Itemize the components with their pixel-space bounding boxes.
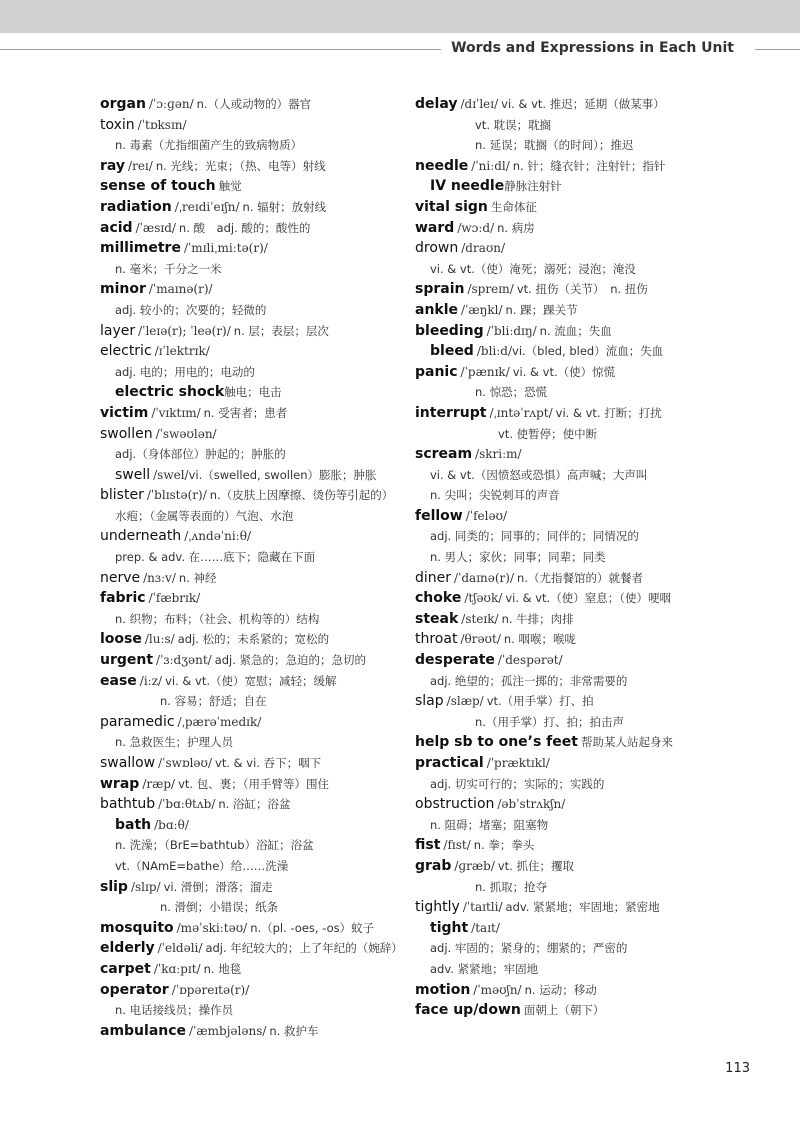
phonetic: /ˈswəʊlən/ (155, 426, 217, 441)
phonetic: /ˈswɒləʊ/ (158, 756, 213, 770)
definition: adj.（身体部位）肿起的；肿胀的 (115, 447, 286, 462)
headword: fist (415, 837, 441, 854)
entry-line (415, 197, 755, 218)
headword: slip (100, 878, 128, 895)
header-rule-right (755, 49, 800, 50)
definition: vt. 使暂停；使中断 (498, 426, 598, 441)
definition-line (415, 774, 755, 795)
definition: n. 尖叫；尖锐刺耳的声音 (430, 488, 560, 503)
definition: adj. 电的；用电的；电动的 (115, 364, 255, 379)
definition: vi.（bled, bled）流血；失血 (512, 344, 664, 359)
phonetic: /steɪk/ (461, 611, 499, 626)
definition: vi. & vt.（使）惊慌 (512, 364, 616, 379)
definition: vt.（用手掌）打、拍 (486, 694, 594, 709)
headword: needle (415, 157, 469, 174)
phonetic: /məˈskiːtəʊ/ (176, 920, 248, 935)
definition: n. 层；表层；层次 (233, 323, 329, 338)
phonetic: /ˈvɪktɪm/ (151, 405, 201, 420)
entry-line (100, 753, 440, 774)
headword: vital sign (415, 198, 488, 215)
definition: adj. 切实可行的；实际的；实践的 (430, 776, 605, 791)
definition: adj. 松的；未系紧的；宽松的 (177, 632, 330, 647)
headword: steak (415, 610, 459, 627)
entry-line (100, 197, 440, 218)
phonetic: /ˈfæbrɪk/ (148, 591, 201, 606)
definition: vi. 滑倒；滑落；溜走 (163, 879, 273, 894)
phonetic: /ˈməʊʃn/ (473, 982, 522, 997)
definition: n. 受害者；患者 (203, 405, 288, 420)
definition-line (100, 444, 440, 465)
definition: vi. & vt.（使）淹死；溺死；浸泡；淹没 (430, 261, 636, 276)
entry-line (100, 424, 440, 445)
running-header: Words and Expressions in Each Unit (441, 40, 744, 56)
headword: tightly (415, 899, 460, 916)
phonetic: /ˈbliːdɪŋ/ (486, 323, 537, 338)
headword: radiation (100, 198, 172, 215)
definition: 帮助某人站起身来 (580, 735, 673, 750)
phonetic: /tʃəʊk/ (464, 591, 503, 606)
entry-line (100, 650, 440, 671)
headword: sprain (415, 281, 465, 298)
headword: electric shock (115, 384, 225, 401)
definition: n. 针；缝衣针；注射针；指针 (512, 158, 666, 173)
entry-line (415, 609, 755, 630)
definition: vi. & vt.（使）窒息；（使）哽咽 (505, 591, 671, 606)
definition: n. 地毯 (203, 961, 242, 976)
definition-line (100, 609, 440, 630)
phonetic: /ræp/ (142, 776, 176, 791)
definition: n. 拳；拳头 (473, 838, 535, 853)
phonetic: /bɑːθ/ (154, 817, 189, 832)
headword: face up/down (415, 1002, 521, 1019)
entry-line (100, 629, 440, 650)
headword: ray (100, 157, 126, 174)
headword: ward (415, 219, 455, 236)
definition: n. 滑倒；小错误；纸条 (160, 900, 279, 915)
entry-line (100, 115, 440, 136)
phonetic: /taɪt/ (471, 920, 500, 935)
headword: organ (100, 96, 146, 112)
phonetic: /ˈniːdl/ (471, 158, 510, 173)
definition-line (100, 300, 440, 321)
headword: practical (415, 755, 484, 771)
entry-line (415, 444, 755, 465)
definition: n. 毒素（尤指细菌产生的致病物质） (115, 138, 303, 153)
definition: n. 牛排；肉排 (501, 611, 574, 626)
headword: loose (100, 631, 142, 648)
entry-line (100, 279, 440, 300)
phonetic: /luːs/ (144, 632, 175, 647)
entry-line (415, 918, 755, 939)
definition-line (415, 959, 755, 980)
definition-line (415, 938, 755, 959)
headword: toxin (100, 116, 135, 133)
phonetic: /ˌpærəˈmedɪk/ (177, 714, 262, 729)
headword: victim (100, 404, 149, 421)
definition: prep. & adv. 在……底下；隐藏在下面 (115, 550, 316, 565)
entry-line (415, 691, 755, 712)
definition: vt. 耽误；耽搁 (475, 117, 552, 132)
definition: adj. 较小的；次要的；轻微的 (115, 302, 267, 317)
phonetic: /ˈeldəli/ (157, 941, 203, 956)
definition-line (100, 259, 440, 280)
phonetic: /ˈtɒksɪn/ (137, 117, 187, 132)
headword: wrap (100, 775, 140, 792)
phonetic: /ˈfeləʊ/ (465, 508, 508, 523)
entry-line (100, 980, 440, 1001)
definition-line (415, 485, 755, 506)
definition: n. 神经 (178, 570, 217, 585)
left-column (100, 94, 440, 1041)
entry-line (415, 300, 755, 321)
definition-line (415, 712, 755, 733)
headword: ease (100, 672, 137, 689)
phonetic: /ˈɔːɡən/ (148, 97, 194, 111)
entry-line (415, 1000, 755, 1021)
entry-line (415, 753, 755, 774)
headword: bleeding (415, 322, 484, 339)
entry-line (415, 568, 755, 589)
entry-line (100, 321, 440, 342)
entry-line (415, 403, 755, 424)
definition: adj. 同类的；同事的；同伴的；同情况的 (430, 529, 639, 544)
definition: n. 毫米；千分之一米 (115, 261, 222, 276)
phonetic: /ˈæsɪd/ (135, 220, 176, 235)
entry-line (415, 362, 755, 383)
definition: n. 容易；舒适；自在 (160, 694, 267, 709)
definition: n. 酸 adj. 酸的；酸性的 (178, 220, 311, 235)
headword: underneath (100, 528, 182, 545)
definition: n. 电话接线员；操作员 (115, 1003, 234, 1018)
headword: slap (415, 693, 444, 710)
entry-line (100, 341, 440, 362)
definition-line (100, 732, 440, 753)
phonetic: /ˈæŋkl/ (461, 302, 503, 317)
entry-line (100, 156, 440, 177)
entry-line (100, 485, 440, 506)
headword: interrupt (415, 404, 487, 421)
headword: swollen (100, 425, 153, 442)
entry-line (415, 856, 755, 877)
entry-line (415, 650, 755, 671)
phonetic: /θrəʊt/ (460, 632, 501, 647)
entry-line (415, 588, 755, 609)
definition: n.（尤指餐馆的）就餐者 (517, 570, 643, 585)
phonetic: /wɔːd/ (457, 220, 495, 235)
entry-line (100, 877, 440, 898)
definition-line (415, 877, 755, 898)
entry-line (415, 835, 755, 856)
definition-line (100, 506, 440, 527)
headword: desperate (415, 652, 495, 669)
headword: throat (415, 631, 458, 648)
definition-line (415, 135, 755, 156)
headword: help sb to one’s feet (415, 734, 578, 751)
headword: acid (100, 219, 133, 236)
phonetic: /draʊn/ (461, 241, 506, 256)
definition-line (415, 547, 755, 568)
definition: n. 洗澡；（BrE=bathtub）浴缸；浴盆 (115, 838, 314, 853)
definition: n.（用手掌）打、拍；拍击声 (475, 714, 624, 729)
phonetic: /ˈmɪliˌmiːtə(r)/ (183, 241, 268, 256)
phonetic: /slɪp/ (130, 879, 161, 894)
page-number: 113 (725, 1061, 750, 1076)
phonetic: /spreɪn/ (467, 282, 514, 297)
definition: n. 急救医生；护理人员 (115, 735, 234, 750)
headword: motion (415, 981, 471, 998)
entry-line (415, 321, 755, 342)
definition-line (415, 671, 755, 692)
definition: n.（pl. -oes, -os）蚊子 (250, 920, 375, 935)
definition-line (100, 897, 440, 918)
entry-line (415, 897, 755, 918)
headword: fellow (415, 507, 463, 524)
entry-line (415, 506, 755, 527)
definition: n. 织物；布料；（社会、机构等的）结构 (115, 611, 320, 626)
headword: ambulance (100, 1022, 187, 1039)
definition: vt. 抓住；攫取 (497, 858, 575, 873)
definition: n. 惊恐；恐慌 (475, 385, 548, 400)
phonetic: /ˈblɪstə(r)/ (146, 488, 207, 503)
definition: adv. 紧紧地；牢固地；紧密地 (505, 900, 660, 915)
headword: IV needle (430, 178, 505, 195)
definition: 水疱；（金属等表面的）气泡、水泡 (115, 508, 294, 523)
definition: vi. & vt.（使）宽慰；减轻；缓解 (165, 673, 337, 688)
phonetic: /swel/ (153, 467, 189, 482)
headword: bathtub (100, 796, 156, 813)
phonetic: /ˈkɑːpɪt/ (153, 961, 201, 976)
phonetic: /ˈɒpəreɪtə(r)/ (171, 982, 250, 997)
phonetic: /əbˈstrʌkʃn/ (497, 797, 566, 812)
entry-line (100, 794, 440, 815)
definition: vi. & vt.（因愤怒或恐惧）高声喊；大声叫 (430, 467, 648, 482)
headword: delay (415, 96, 458, 112)
definition: n. 抓取；抢夺 (475, 879, 548, 894)
headword: electric (100, 343, 152, 360)
headword: tight (430, 919, 469, 936)
entry-line (415, 341, 755, 362)
entry-line (100, 403, 440, 424)
definition: 静脉注射针 (504, 179, 562, 194)
headword: layer (100, 322, 136, 339)
entry-line (415, 732, 755, 753)
definition: vt. 包、裹；（用手臂等）围住 (178, 776, 329, 791)
phonetic: /ɪˈlektrɪk/ (154, 344, 210, 359)
entry-line (415, 94, 755, 115)
headword: bath (115, 816, 152, 833)
headword: carpet (100, 960, 151, 977)
entry-line (100, 588, 440, 609)
definition: adj. 绝望的；孤注一掷的；非常需要的 (430, 673, 628, 688)
entry-line (415, 980, 755, 1001)
definition: n. 光线；光束；（热、电等）射线 (155, 158, 326, 173)
definition-line (100, 856, 440, 877)
entry-line (415, 218, 755, 239)
entry-line (100, 176, 440, 197)
definition: n. 浴缸；浴盆 (218, 797, 291, 812)
entry-line (100, 712, 440, 733)
headword: operator (100, 981, 169, 998)
phonetic: /fɪst/ (443, 838, 471, 853)
definition: n. 辐射；放射线 (242, 199, 327, 214)
entry-line (100, 1021, 440, 1042)
phonetic: /slæp/ (446, 694, 484, 709)
definition-line (100, 547, 440, 568)
headword: sense of touch (100, 178, 216, 195)
phonetic: /skriːm/ (475, 447, 522, 462)
headword: scream (415, 446, 473, 463)
headword: urgent (100, 652, 154, 669)
headword: blister (100, 487, 144, 504)
phonetic: /ˈbɑːθtʌb/ (158, 797, 216, 812)
entry-line (100, 238, 440, 259)
entry-line (100, 815, 440, 836)
phonetic: /ˈpænɪk/ (460, 364, 510, 379)
entry-line (100, 671, 440, 692)
definition: vt. & vi. 吞下；咽下 (215, 756, 322, 770)
definition: n. 咽喉；喉咙 (503, 632, 576, 647)
entry-line (100, 526, 440, 547)
definition: adj. 牢固的；紧身的；绷紧的；严密的 (430, 941, 628, 956)
headword: grab (415, 857, 452, 874)
entry-line (100, 382, 440, 403)
entry-line (415, 176, 755, 197)
headword: ankle (415, 301, 459, 318)
phonetic: /nɜːv/ (143, 570, 176, 585)
definition: 生命体征 (490, 199, 537, 214)
definition: 面朝上（朝下） (523, 1003, 605, 1018)
phonetic: /ɡræb/ (454, 858, 495, 873)
phonetic: /ˈæmbjələns/ (189, 1023, 267, 1038)
definition-line (415, 115, 755, 136)
phonetic: /bliːd/ (476, 344, 513, 359)
definition-line (100, 1000, 440, 1021)
headword: fabric (100, 590, 146, 607)
phonetic: /ˌɪntəˈrʌpt/ (489, 405, 553, 420)
entry-line (100, 218, 440, 239)
definition: vt.（NAmE=bathe）给……洗澡 (115, 858, 289, 873)
phonetic: /ˈpræktɪkl/ (486, 756, 550, 770)
definition-line (100, 691, 440, 712)
entry-line (100, 94, 440, 115)
definition: 触觉 (218, 179, 242, 194)
definition: adj. 年纪较大的；上了年纪的（婉辞） (205, 941, 403, 956)
entry-line (100, 568, 440, 589)
headword: mosquito (100, 919, 174, 936)
headword: swell (115, 466, 151, 483)
headword: choke (415, 590, 462, 607)
definition: vt. 扭伤（关节） n. 扭伤 (516, 282, 648, 297)
entry-line (100, 959, 440, 980)
definition: n. 流血；失血 (539, 323, 612, 338)
phonetic: /dɪˈleɪ/ (460, 97, 499, 111)
entry-line (415, 156, 755, 177)
entry-line (100, 465, 440, 486)
phonetic: /ˈleɪə(r); ˈleə(r)/ (138, 323, 231, 338)
entry-line (415, 279, 755, 300)
definition: n.（人或动物的）器官 (196, 97, 312, 111)
headword: minor (100, 281, 146, 298)
entry-line (100, 774, 440, 795)
headword: nerve (100, 569, 141, 586)
headword: bleed (430, 343, 474, 360)
phonetic: /ˈdaɪnə(r)/ (454, 570, 515, 585)
entry-line (100, 938, 440, 959)
right-column (415, 94, 755, 1021)
headword: drown (415, 240, 459, 257)
phonetic: /ˈɜːdʒənt/ (156, 653, 212, 668)
entry-line (415, 238, 755, 259)
definition: n. 运动；移动 (524, 982, 597, 997)
headword: swallow (100, 755, 156, 771)
entry-line (100, 918, 440, 939)
phonetic: /ˌreɪdiˈeɪʃn/ (174, 199, 240, 214)
definition-line (100, 362, 440, 383)
phonetic: /reɪ/ (128, 158, 153, 173)
header-rule-left (0, 49, 470, 50)
definition-line (415, 526, 755, 547)
definition: n. 阻碍；堵塞；阻塞物 (430, 817, 549, 832)
definition: 触电；电击 (224, 385, 282, 400)
definition-line (415, 424, 755, 445)
phonetic: /iːz/ (139, 673, 163, 688)
headword: panic (415, 363, 458, 380)
phonetic: /ˌʌndəˈniːθ/ (184, 529, 251, 544)
definition: vi. & vt. 推迟；延期（做某事） (501, 97, 665, 111)
definition: adj. 紧急的；急迫的；急切的 (214, 653, 367, 668)
definition: n. 踝；踝关节 (505, 302, 578, 317)
definition: n. 男人；家伙；同事；同辈；同类 (430, 550, 606, 565)
definition: n.（皮肤上因摩擦、烫伤等引起的） (209, 488, 394, 503)
headword: paramedic (100, 713, 175, 730)
headword: millimetre (100, 240, 181, 257)
headword: obstruction (415, 796, 495, 813)
definition-line (415, 815, 755, 836)
phonetic: /ˈmaɪnə(r)/ (148, 282, 213, 297)
definition-line (100, 135, 440, 156)
definition: adv. 紧紧地；牢固地 (430, 961, 539, 976)
definition: vi.（swelled, swollen）膨胀；肿胀 (188, 467, 377, 482)
definition-line (415, 465, 755, 486)
phonetic: /ˈdespərət/ (497, 653, 563, 668)
definition: n. 延误；耽搁（的时间）；推迟 (475, 138, 634, 153)
entry-line (415, 794, 755, 815)
definition: n. 救护车 (269, 1023, 319, 1038)
phonetic: /ˈtaɪtli/ (462, 900, 503, 915)
definition-line (415, 259, 755, 280)
definition-line (415, 382, 755, 403)
headword: diner (415, 569, 452, 586)
headword: elderly (100, 940, 155, 957)
entry-line (415, 629, 755, 650)
definition: n. 病房 (497, 220, 535, 235)
top-gray-band (0, 0, 800, 33)
definition: vi. & vt. 打断；打扰 (555, 405, 662, 420)
definition-line (100, 835, 440, 856)
